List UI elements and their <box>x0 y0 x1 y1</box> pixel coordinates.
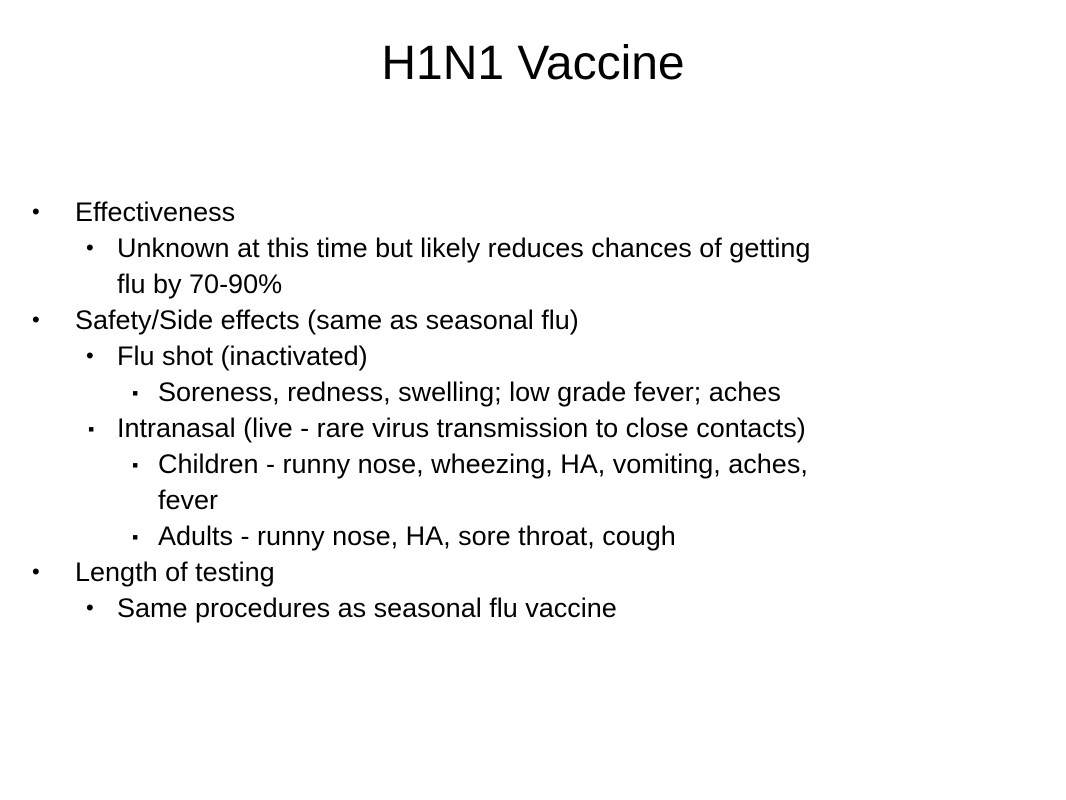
bullet-flu-shot: • Flu shot (inactivated) <box>30 338 1050 374</box>
bullet-same-procedures: • Same procedures as seasonal flu vaccine <box>30 590 1050 626</box>
round-bullet-icon: • <box>32 307 40 332</box>
bullet-flu-shot-effects: ▪ Soreness, redness, swelling; low grade fever; aches <box>30 374 1050 410</box>
bullet-effectiveness: • Effectiveness <box>30 194 1050 230</box>
bullet-intranasal-adults: ▪ Adults - runny nose, HA, sore throat, cough <box>30 518 1050 554</box>
round-bullet-icon: • <box>32 559 40 584</box>
round-bullet-icon: • <box>86 343 94 368</box>
bullet-intranasal-children: ▪ Children - runny nose, wheezing, HA, vomiting, aches, fever <box>132 449 808 515</box>
bullet-list <box>30 194 1050 626</box>
square-bullet-icon: ▪ <box>132 527 139 547</box>
round-bullet-icon: • <box>86 235 94 260</box>
round-bullet-icon: • <box>86 595 94 620</box>
square-bullet-icon: ▪ <box>132 383 139 403</box>
bullet-safety-side-effects: • Safety/Side effects (same as seasonal flu) <box>30 302 1050 338</box>
square-bullet-icon: ▪ <box>88 419 95 439</box>
square-bullet-icon: ▪ <box>132 455 139 475</box>
round-bullet-icon: • <box>32 199 40 224</box>
bullet-intranasal: ▪ Intranasal (live - rare virus transmission to close contacts) <box>30 410 1050 446</box>
bullet-length-of-testing: • Length of testing <box>30 554 1050 590</box>
bullet-effectiveness-detail: • Unknown at this time but likely reduces chances of getting flu by 70-90% <box>30 230 1050 302</box>
slide-title: H1N1 Vaccine <box>381 37 685 90</box>
